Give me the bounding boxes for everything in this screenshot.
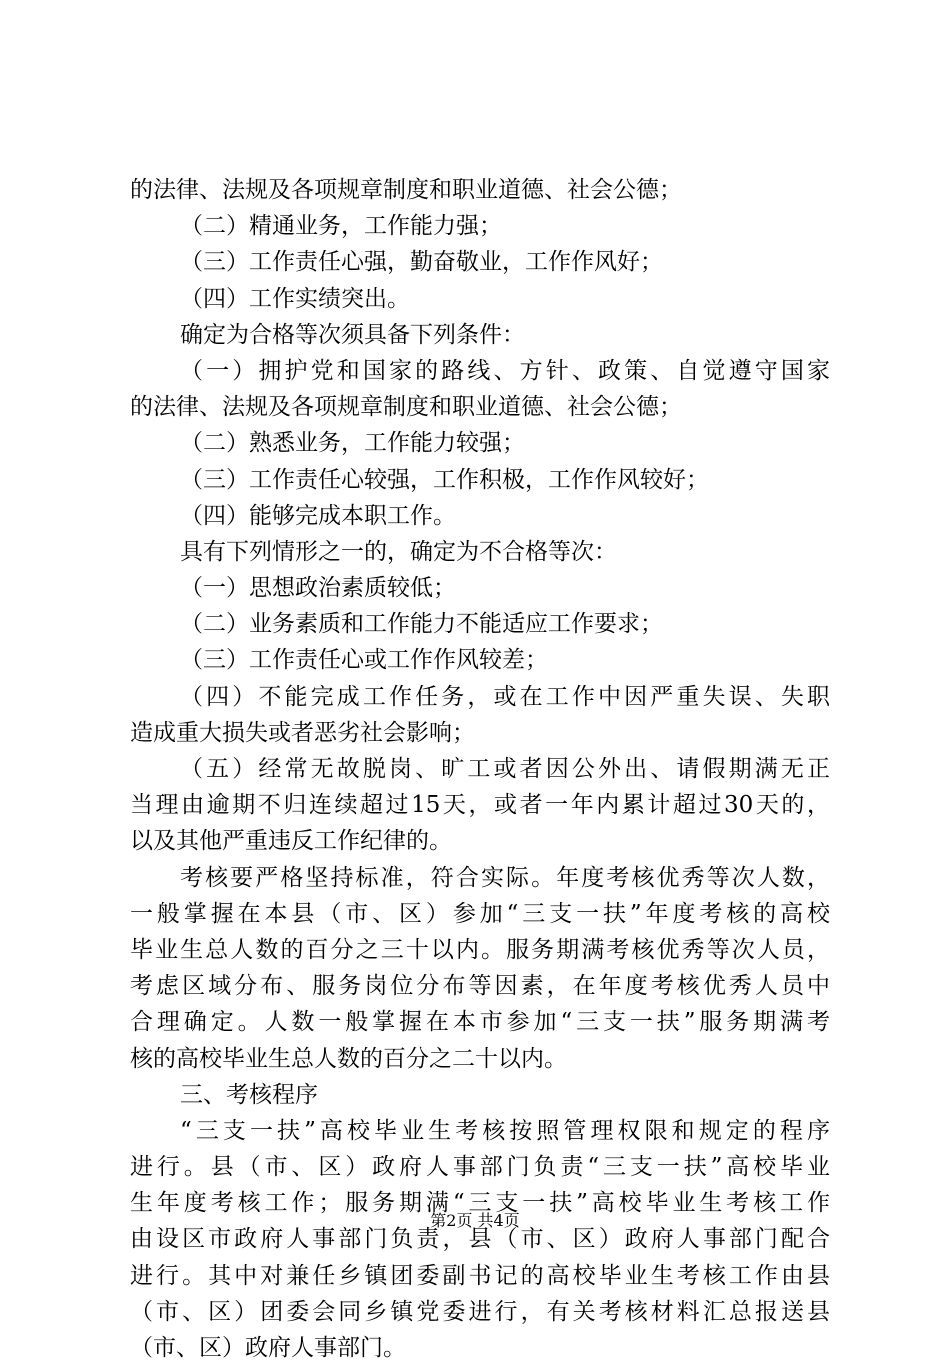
text-line: （三）工作责任心较强，工作积极，工作作风较好； [180,466,709,493]
text-line: 生年度考核工作；服务期满“三支一扶”高校毕业生考核工作 [130,1190,830,1217]
text-line: 的法律、法规及各项规章制度和职业道德、社会公德； [130,177,682,203]
text-line: （四）不能完成工作任务，或在工作中因严重失误、失职 [180,683,830,710]
text-line: 当理由逾期不归连续超过15天，或者一年内累计超过30天的， [130,792,830,819]
text-line: “三支一扶”高校毕业生考核按照管理权限和规定的程序 [180,1117,830,1144]
text-line: 三、考核程序 [180,1081,318,1108]
text-line: （一）思想政治素质较低； [180,575,456,602]
text-line: （二）熟悉业务，工作能力较强； [180,430,525,457]
text-line: 考核要严格坚持标准，符合实际。年度考核优秀等次人数， [180,864,830,891]
text-line: （三）工作责任心强，勤奋敬业，工作作风好； [180,249,663,276]
text-line: （五）经常无故脱岗、旷工或者因公外出、请假期满无正 [180,756,830,782]
text-line: 以及其他严重违反工作纪律的。 [130,828,452,855]
text-line: 的法律、法规及各项规章制度和职业道德、社会公德； [130,394,682,421]
text-line: 一般掌握在本县（市、区）参加“三支一扶”年度考核的高校 [130,900,830,927]
text-line: 核的高校毕业生总人数的百分之二十以内。 [130,1045,567,1072]
text-line: （一）拥护党和国家的路线、方针、政策、自觉遵守国家 [180,357,830,384]
page-footer: 第2页 共4页 [430,1211,520,1230]
text-line: 具有下列情形之一的，确定为不合格等次： [180,538,617,565]
text-line: 毕业生总人数的百分之三十以内。服务期满考核优秀等次人员， [130,936,830,963]
text-line: （二）业务素质和工作能力不能适应工作要求； [180,611,663,638]
text-line: 造成重大损失或者恶劣社会影响； [130,719,475,746]
text-line: 合理确定。人数一般掌握在本市参加“三支一扶”服务期满考 [130,1009,830,1036]
text-line: （三）工作责任心或工作作风较差； [180,647,548,674]
text-line: （四）工作实绩突出。 [180,285,410,312]
text-line: （四）能够完成本职工作。 [180,502,456,529]
text-line: 考虑区域分布、服务岗位分布等因素，在年度考核优秀人员中 [130,973,830,1000]
text-line: 由设区市政府人事部门负责，县（市、区）政府人事部门配合 [130,1226,830,1253]
text-line: 进行。其中对兼任乡镇团委副书记的高校毕业生考核工作由县 [130,1262,830,1289]
text-line: 进行。县（市、区）政府人事部门负责“三支一扶”高校毕业 [130,1154,830,1181]
text-line: （市、区）政府人事部门。 [130,1335,406,1361]
text-line: （市、区）团委会同乡镇党委进行，有关考核材料汇总报送县 [130,1298,830,1325]
text-line: 确定为合格等次须具备下列条件： [180,321,525,348]
document-body [130,172,830,1366]
text-line: （二）精通业务，工作能力强； [180,213,502,240]
